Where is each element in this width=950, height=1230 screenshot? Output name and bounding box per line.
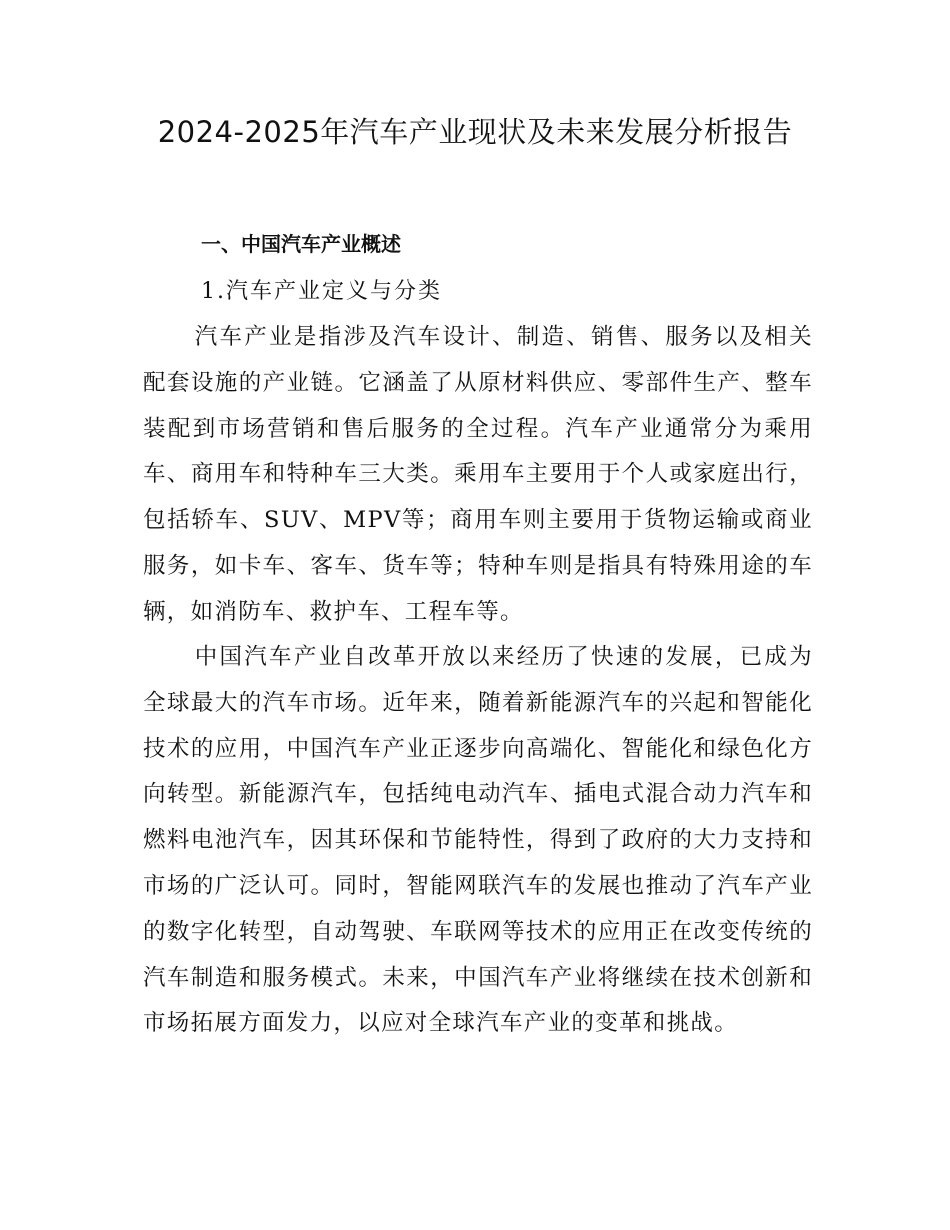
sub-heading: 1.汽车产业定义与分类 — [201, 279, 442, 304]
paragraph-industry-development: 中国汽车产业自改革开放以来经历了快速的发展，已成为全球最大的汽车市场。近年来，随着新能源汽车的兴起和智能化技术的应用，中国汽车产业正逐步向高端化、智能化和绿色化方向转型。新能源汽车，包括纯电动汽车、插电式混合动力汽车和燃料电池汽车，因其环保和节能特性，得到了政府的大力支持和市场的广泛认可。同时，智能网联汽车的发展也推动了汽车产业的数字化转型，自动驾驶、车联网等技术的应用正在改变传统的汽车制造和服务模式。未来，中国汽车产业将继续在技术创新和市场拓展方面发力，以应对全球汽车产业的变革和挑战。 — [143, 644, 813, 1037]
page-title: 2024-2025年汽车产业现状及未来发展分析报告 — [157, 115, 793, 149]
paragraph-industry-definition: 汽车产业是指涉及汽车设计、制造、销售、服务以及相关配套设施的产业链。它涵盖了从原材料供应、零部件生产、整车装配到市场营销和售后服务的全过程。汽车产业通常分为乘用车、商用车和特种车三大类。乘用车主要用于个人或家庭出行，包括轿车、SUV、MPV等；商用车则主要用于货物运输或商业服务，如卡车、客车、货车等；特种车则是指具有特殊用途的车辆，如消防车、救护车、工程车等。 — [143, 324, 813, 625]
section-heading: 一、中国汽车产业概述 — [201, 232, 401, 256]
